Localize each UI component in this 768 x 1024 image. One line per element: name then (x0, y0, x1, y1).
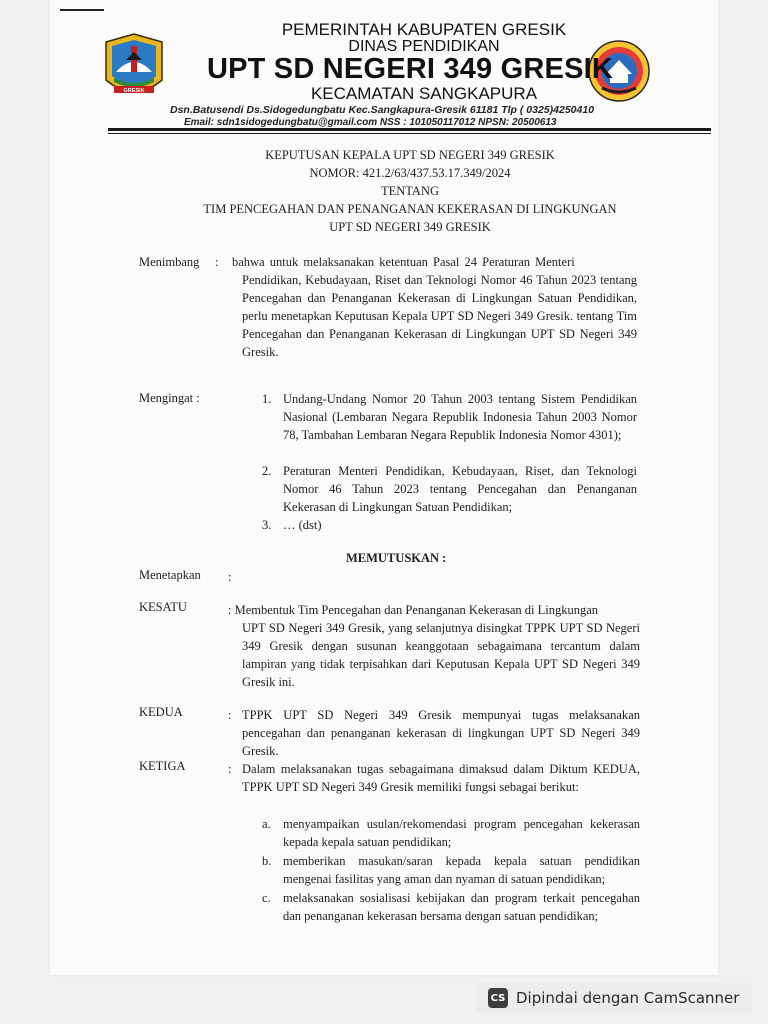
menimbang-text: Pendidikan, Kebudayaan, Riset dan Teknologi Nomor 46 Tahun 2023 tentang Pencegahan dan Penanganan Kekerasan di Lingkungan Satuan Pendidikan, perlu menetapkan Keputusan Kepala UPT SD Negeri 349 Gresik. tentang Tim Pencegahan dan Penanganan Kekerasan di Lingkungan UPT SD Negeri 349 Gresik. (242, 273, 637, 359)
decree-about: TENTANG (380, 184, 439, 198)
kedua-colon: : (228, 708, 232, 722)
decree-subject: TIM PENCEGAHAN DAN PENANGANAN KEKERASAN DI LINGKUNGAN (203, 202, 617, 216)
scan-mark (60, 9, 104, 11)
letterhead-rule-thin (108, 133, 711, 134)
menetapkan-label: Menetapkan (139, 568, 201, 582)
letterhead-contact: Email: sdn1sidogedungbatu@gmail.com NSS : 101050117012 NPSN: 20500613 (184, 117, 557, 128)
ketiga-num-a: a. (262, 817, 271, 831)
letterhead-department: DINAS PENDIDIKAN (348, 38, 500, 55)
menimbang-colon: : (215, 255, 219, 269)
kesatu-label: KESATU (139, 600, 187, 614)
ketiga-text: Dalam melaksanakan tugas sebagaimana dimaksud dalam Diktum KEDUA, TPPK UPT SD Negeri 349 Gresik memiliki fungsi sebagai berikut: (242, 762, 640, 794)
ketiga-item-b: memberikan masukan/saran kepada kepala satuan pendidikan mengenai fasilitas yang aman dan nyaman di satuan pendidikan; (283, 854, 640, 886)
mengingat-item-3: … (dst) (283, 518, 322, 532)
mengingat-item-1: Undang-Undang Nomor 20 Tahun 2003 tentang Sistem Pendidikan Nasional (Lembaran Negara Republik Indonesia Tahun 2003 Nomor 78, Tambahan Lembaran Negara Republik Indonesia Nomor 4301); (283, 392, 637, 442)
kesatu-text: UPT SD Negeri 349 Gresik, yang selanjutnya disingkat TPPK UPT SD Negeri 349 Gresik dengan susunan keanggotaan sebagaimana tercantum dalam lampiran yang tidak terpisahkan dari Keputusan Kepala UPT SD Negeri 349 Gresik ini. (242, 621, 640, 689)
menetapkan-colon: : (228, 570, 232, 584)
ketiga-num-b: b. (262, 854, 272, 868)
letterhead-address: Dsn.Batusendi Ds.Sidogedungbatu Kec.Sangkapura-Gresik 61181 Tlp ( 0325)4250410 (170, 104, 595, 116)
ketiga-label: KETIGA (139, 759, 186, 773)
mengingat-item-2: Peraturan Menteri Pendidikan, Kebudayaan, Riset, dan Teknologi Nomor 46 Tahun 2023 tentang Pencegahan dan Penanganan Kekerasan di Lingkungan Satuan Pendidikan; (283, 464, 637, 514)
mengingat-num-2: 2. (262, 464, 272, 478)
mengingat-label: Mengingat : (139, 391, 200, 405)
menimbang-label: Menimbang (139, 255, 200, 269)
mengingat-num-1: 1. (262, 392, 272, 406)
decree-title: KEPUTUSAN KEPALA UPT SD NEGERI 349 GRESIK (265, 148, 555, 162)
letterhead-school-name: UPT SD NEGERI 349 GRESIK (206, 53, 614, 85)
ketiga-num-c: c. (262, 891, 271, 905)
letterhead-district: KECAMATAN SANGKAPURA (310, 84, 538, 103)
memutuskan-heading: MEMUTUSKAN : (346, 551, 447, 565)
letterhead-rule-thick (108, 128, 711, 131)
svg-text:GRESIK: GRESIK (123, 88, 145, 94)
ketiga-item-a: menyampaikan usulan/rekomendasi program pencegahan kekerasan kepada kepala satuan pendidikan; (283, 817, 640, 849)
menimbang-text-first: bahwa untuk melaksanakan ketentuan Pasal 24 Peraturan Menteri (232, 255, 575, 269)
camscanner-text: Dipindai dengan CamScanner (516, 989, 740, 1007)
camscanner-icon: CS (488, 988, 508, 1008)
ketiga-item-c: melaksanakan sosialisasi kebijakan dan program terkait pencegahan dan penanganan kekerasan bersama dengan satuan pendidikan; (283, 891, 640, 923)
kedua-label: KEDUA (139, 705, 183, 719)
mengingat-num-3: 3. (262, 518, 272, 532)
ketiga-colon: : (228, 762, 232, 776)
kedua-text: TPPK UPT SD Negeri 349 Gresik mempunyai tugas melaksanakan pencegahan dan penanganan kekerasan di lingkungan UPT SD Negeri 349 Gresik. (242, 708, 640, 758)
decree-subject-line2: UPT SD NEGERI 349 GRESIK (329, 220, 491, 234)
kesatu-text-first: : Membentuk Tim Pencegahan dan Penanganan Kekerasan di Lingkungan (228, 603, 599, 617)
camscanner-watermark (476, 983, 752, 1013)
decree-number: NOMOR: 421.2/63/437.53.17.349/2024 (309, 166, 511, 180)
letterhead-government: PEMERINTAH KABUPATEN GRESIK (281, 20, 567, 39)
